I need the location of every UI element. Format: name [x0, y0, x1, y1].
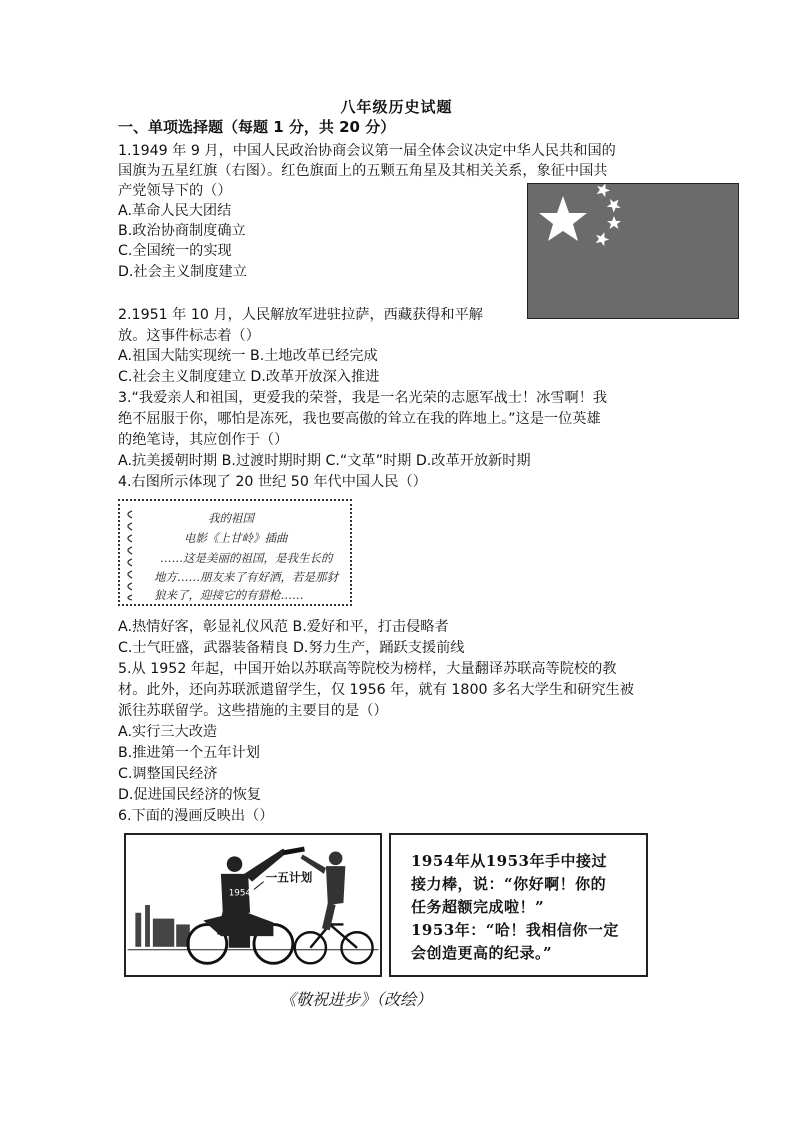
- dialogue-line: 会创造更高的纪录。”: [411, 944, 553, 962]
- motorcycle-body: [203, 911, 273, 948]
- rider-1953-icon: [301, 852, 346, 931]
- q1-option-d: D.社会主义制度建立: [118, 264, 247, 280]
- q5-option-c: C.调整国民经济: [118, 766, 218, 782]
- q2-stem-line: 2.1951 年 10 月，人民解放军进驻拉萨，西藏获得和平解: [118, 307, 483, 323]
- dialogue-line: 1954年从1953年手中接过: [411, 852, 607, 870]
- label-five-year-plan: 一五计划: [265, 870, 313, 885]
- q4-options-ab: A.热情好客，彰显礼仪风范 B.爱好和平，打击侵略者: [118, 619, 449, 635]
- dialogue-line: 任务超额完成啦！”: [411, 898, 545, 916]
- q1-stem-line: 产党领导下的（）: [118, 183, 232, 199]
- q3-options: A.抗美援朝时期 B.过渡时期时期 C.“文革”时期 D.改革开放新时期: [118, 453, 531, 469]
- five-star-flag-image: [527, 183, 739, 319]
- q5-option-d: D.促进国民经济的恢复: [118, 787, 262, 803]
- cartoon-relay-image: [124, 833, 382, 977]
- q3-stem-line: 的绝笔诗，其应创作于（）: [118, 432, 289, 448]
- q1-option-a: A.革命人民大团结: [118, 203, 232, 219]
- q2-stem-line: 放。这事件标志着（）: [118, 328, 260, 344]
- q6-stem-line: 6.下面的漫画反映出（）: [118, 808, 274, 824]
- small-star-icon: [593, 230, 611, 247]
- q1-stem-line: 国旗为五星红旗（右图）。红色旗面上的五颗五角星及其相关关系，象征中国共: [118, 163, 608, 179]
- cartoon-drawing: [126, 835, 380, 975]
- song-subtitle: 电影《上甘岭》插曲: [184, 531, 288, 545]
- label-1954: 1954: [228, 888, 251, 899]
- q5-option-a: A.实行三大改造: [118, 724, 218, 740]
- bicycle-icon: [295, 924, 373, 963]
- q3-stem-line: 3.“我爱亲人和祖国，更爱我的荣誉，我是一名光荣的志愿军战士！冰雪啊！我: [118, 390, 608, 406]
- q4-options-cd: C.士气旺盛，武器装备精良 D.努力生产，踊跃支援前线: [118, 640, 465, 656]
- small-star-icon: [594, 184, 612, 198]
- flag-stars: [528, 184, 738, 318]
- q5-option-b: B.推进第一个五年计划: [118, 745, 260, 761]
- song-title: 我的祖国: [208, 511, 254, 525]
- q2-options-ab: A.祖国大陆实现统一 B.土地改革已经完成: [118, 348, 378, 364]
- q2-options-cd: C.社会主义制度建立 D.改革开放深入推进: [118, 369, 380, 385]
- factory-icon: [135, 905, 189, 947]
- q1-stem-line: 1.1949 年 9 月，中国人民政治协商会议第一届全体会议决定中华人民共和国的: [118, 143, 616, 159]
- page-title: 八年级历史试题: [340, 98, 453, 116]
- q5-stem-line: 派往苏联留学。这些措施的主要目的是（）: [118, 703, 388, 719]
- q5-stem-line: 5.从 1952 年起，中国开始以苏联高等院校为榜样，大量翻译苏联高等院校的教: [118, 661, 617, 677]
- q3-stem-line: 绝不屈服于你，哪怕是冻死，我也要高傲的耸立在我的阵地上。”这是一位英雄: [118, 411, 601, 427]
- song-lyric-line: 狼来了，迎接它的有猎枪……: [154, 588, 304, 602]
- q1-option-b: B.政治协商制度确立: [118, 223, 246, 239]
- song-lyrics-image: [118, 499, 352, 606]
- cartoon-caption: 《敬祝进步》（改绘）: [280, 990, 433, 1009]
- section-heading: 一、单项选择题（每题 1 分，共 20 分）: [118, 118, 396, 136]
- dialogue-line: 接力棒，说：“你好啊！你的: [411, 875, 607, 893]
- song-lyric-line: ……这是美丽的祖国，是我生长的: [160, 551, 333, 565]
- dialogue-line: 1953年：“哈！我相信你一定: [411, 921, 619, 939]
- small-star-icon: [605, 195, 624, 214]
- baton-icon: [283, 847, 305, 856]
- big-star-icon: [539, 196, 587, 241]
- notebook-spiral-icon: [122, 505, 140, 603]
- cartoon-dialogue-box: [389, 833, 648, 977]
- q4-stem-line: 4.右图所示体现了 20 世纪 50 年代中国人民（）: [118, 474, 427, 490]
- q5-stem-line: 材。此外，还向苏联派遣留学生，仅 1956 年，就有 1800 多名大学生和研究生被: [118, 682, 634, 698]
- small-star-icon: [607, 216, 621, 229]
- song-lyric-line: 地方……朋友来了有好酒，若是那豺: [154, 570, 338, 584]
- q1-option-c: C.全国统一的实现: [118, 243, 232, 259]
